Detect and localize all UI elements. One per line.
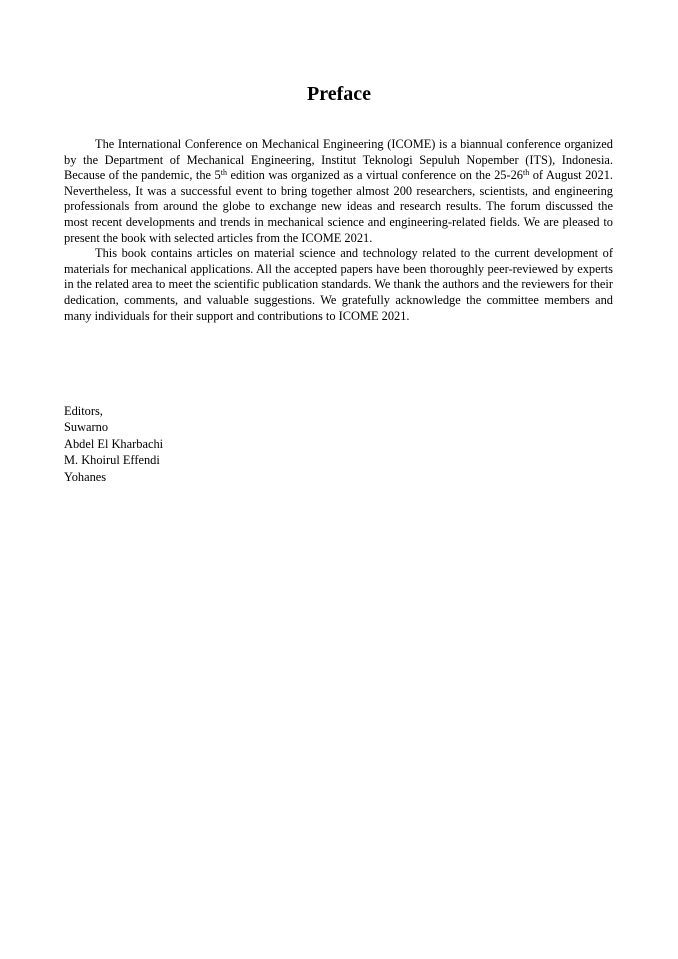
- editors-heading: Editors,: [64, 404, 103, 418]
- preface-paragraph-2: This book contains articles on material science and technology related to the current development of materials for mechanical applications. All the accepted papers have been thoroughly peer-reviewed by experts in the related area to meet the scientific publication standards. We thank the authors and the reviewers for their dedication, comments, and valuable suggestions. We gratefully acknowledge the committee members and many individuals for their support and contributions to ICOME 2021.: [64, 246, 613, 323]
- editor-name: Suwarno: [64, 420, 109, 435]
- paragraph-1-text-c: of August 2021. Nevertheless, It was a successful event to bring together almost 200 researchers, scientists, and engineering professionals from around the globe to exchange new ideas and research results. The forum discussed the most recent developments and trends in mechanical science and engineering-related fields. We are pleased to present the book with selected articles from the ICOME 2021.: [64, 168, 613, 245]
- preface-body: [64, 137, 613, 324]
- paragraph-1-text-a: The International Conference on Mechanical Engineering (ICOME) is a biannual conference organized by the Department of Mechanical Engineering, Institut Teknologi Sepuluh Nopember (ITS), Indonesia. Because of the pandemic, the 5: [64, 137, 613, 183]
- editors-block: [64, 403, 163, 485]
- editor-name: Abdel El Kharbachi: [64, 436, 164, 451]
- ordinal-suffix: th: [523, 168, 530, 178]
- ordinal-suffix: th: [220, 168, 227, 178]
- preface-paragraph-1: [64, 137, 613, 246]
- editor-name: Yohanes: [64, 469, 107, 484]
- page-title: Preface: [306, 83, 372, 105]
- editor-name: M. Khoirul Effendi: [64, 453, 160, 468]
- paragraph-1-text-b: edition was organized as a virtual conference on the 25-26: [226, 168, 523, 183]
